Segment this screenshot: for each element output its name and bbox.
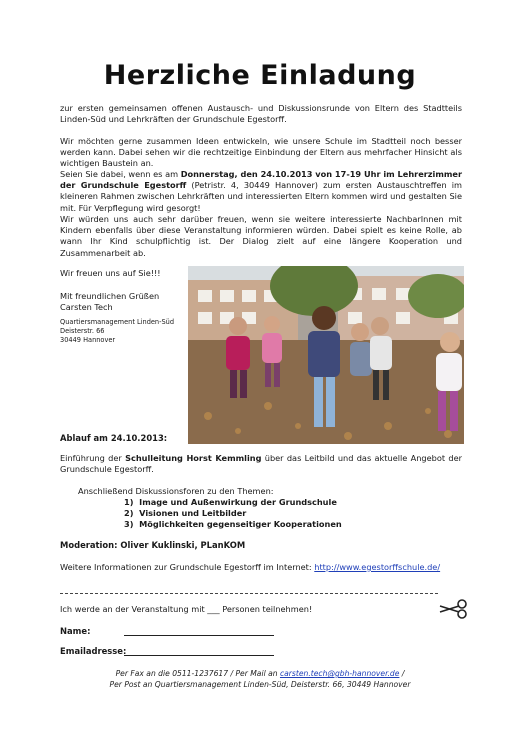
sender-org: Quartiersmanagement Linden-Süd bbox=[60, 318, 175, 326]
ablauf-heading: Ablauf am 24.10.2013: bbox=[60, 433, 168, 443]
intro-paragraph: zur ersten gemeinsamen offenen Austausch- und Diskussionsrunde von Eltern des Stadtteils Linden-Süd und Lehrkräften der Grundschule Egestorff. bbox=[60, 103, 462, 125]
topic-number: 1) bbox=[124, 497, 134, 507]
email-field[interactable] bbox=[124, 654, 274, 656]
ablauf-text-a: Einführung der bbox=[60, 453, 126, 463]
attendance-line: Ich werde an der Veranstaltung mit ___ Personen teilnehmen! bbox=[60, 604, 313, 614]
contact-email-link[interactable]: carsten.tech@gbh-hannover.de bbox=[279, 669, 400, 678]
topic-label: Visionen und Leitbilder bbox=[139, 508, 247, 518]
more-info-text: Weitere Informationen zur Grundschule Egestorff im Internet: bbox=[60, 562, 315, 572]
topic-item bbox=[124, 519, 342, 529]
greeting-regards: Mit freundlichen Grüßen bbox=[60, 291, 160, 301]
event-date-location: Donnerstag, den 24.10.2013 von 17-19 Uhr im Lehrerzimmer der Grundschule Egestorff bbox=[60, 169, 463, 191]
ablauf-principal: Schulleitung Horst Kemmling bbox=[125, 453, 262, 463]
school-website-link[interactable]: http://www.egestorffschule.de/ bbox=[314, 562, 441, 572]
footer-fax-mail bbox=[0, 669, 520, 678]
paragraph-neighbours: Wir würden uns auch sehr darüber freuen, wenn sie weitere interessierte NachbarInnen mit Kindern ebenfalls über diese Veranstaltung informieren würden. Dabei spielt es keine Rolle, ab wann Ihr Kind schulpflichtig ist. Der Dialog zielt auf eine längere Kooperation und Zusammenarbeit ab. bbox=[60, 214, 462, 258]
themes-intro: Anschließend Diskussionsforen zu den Themen: bbox=[78, 486, 274, 496]
sender-city: 30449 Hannover bbox=[60, 336, 116, 344]
topic-item bbox=[124, 508, 246, 518]
sender-street: Deisterstr. 66 bbox=[60, 327, 105, 335]
topic-number: 3) bbox=[124, 519, 134, 529]
moderation-line: Moderation: Oliver Kuklinski, PLanKOM bbox=[60, 540, 246, 550]
email-label: Emailadresse: bbox=[60, 646, 127, 656]
footer-post: Per Post an Quartiersmanagement Linden-Süd, Deisterstr. 66, 30449 Hannover bbox=[109, 680, 411, 689]
paragraph-ideas: Wir möchten gerne zusammen Ideen entwickeln, wie unsere Schule im Stadtteil noch besser werden kann. Dabei sehen wir die rechtzeitige Einbindung der Eltern aus mehrfacher Hinsicht als wichtigen Baustein an. bbox=[60, 136, 462, 169]
event-text-c: (Petristr. 4, 30449 Hannover) zum ersten Austauschtreffen im kleineren Rahmen zwischen Lehrkräften und interessierten Eltern kommen wird und gestalten Sie mit. Für Verpflegung wird gesorgt! bbox=[60, 180, 462, 213]
sender-name: Carsten Tech bbox=[60, 302, 113, 312]
ablauf-text-c: über das Leitbild und das aktuelle Angebot der Grundschule Egestorff. bbox=[60, 453, 462, 475]
ablauf-paragraph bbox=[60, 453, 462, 475]
topic-label: Image und Außenwirkung der Grundschule bbox=[139, 497, 337, 507]
event-text-a: Seien Sie dabei, wenn es am bbox=[60, 169, 181, 179]
page-title: Herzliche Einladung bbox=[103, 60, 417, 91]
topic-number: 2) bbox=[124, 508, 134, 518]
footer-slash: / bbox=[399, 669, 405, 678]
topic-item bbox=[124, 497, 337, 507]
children-photo bbox=[188, 266, 464, 444]
name-field[interactable] bbox=[124, 634, 274, 636]
paragraph-event bbox=[60, 169, 462, 214]
name-label: Name: bbox=[60, 626, 91, 636]
footer-fax-text: Per Fax an die 0511-1237617 / Per Mail an bbox=[115, 669, 280, 678]
cut-line bbox=[60, 593, 438, 594]
greeting-freuen: Wir freuen uns auf Sie!!! bbox=[60, 268, 161, 278]
topic-label: Möglichkeiten gegenseitiger Kooperationen bbox=[139, 519, 342, 529]
more-info-line bbox=[60, 562, 462, 573]
